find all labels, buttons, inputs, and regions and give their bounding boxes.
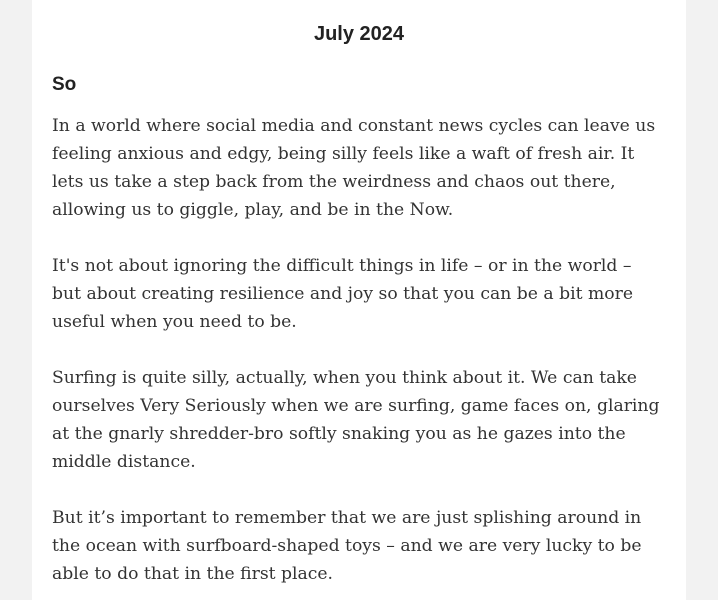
paragraph-4 [52,504,677,588]
paragraph-line: at the gnarly shredder-bro softly snaking you as he gazes into the [52,424,626,444]
paragraph-2 [52,252,677,336]
paragraph-line: ourselves Very Seriously when we are surfing, game faces on, glaring [52,396,660,416]
paragraph-1 [52,112,677,224]
section-heading: So [52,74,77,95]
article-page [32,0,686,600]
paragraph-line: It's not about ignoring the difficult things in life – or in the world – [52,256,632,276]
paragraph-3 [52,364,677,476]
paragraph-line: useful when you need to be. [52,312,297,332]
paragraph-line: In a world where social media and constant news cycles can leave us [52,116,656,136]
paragraph-line: Surfing is quite silly, actually, when you think about it. We can take [52,368,637,388]
paragraph-line: allowing us to giggle, play, and be in the Now. [52,200,454,220]
paragraph-line: feeling anxious and edgy, being silly feels like a waft of fresh air. It [52,144,635,164]
paragraph-line: middle distance. [52,452,196,472]
paragraph-line: but about creating resilience and joy so that you can be a bit more [52,284,633,304]
paragraph-line: the ocean with surfboard-shaped toys – and we are very lucky to be [52,536,642,556]
paragraph-line: But it’s important to remember that we are just splishing around in [52,508,642,528]
paragraph-line: able to do that in the first place. [52,564,334,584]
paragraph-line: lets us take a step back from the weirdness and chaos out there, [52,172,616,192]
page-date-title: July 2024 [313,23,405,45]
article-body [52,112,677,600]
